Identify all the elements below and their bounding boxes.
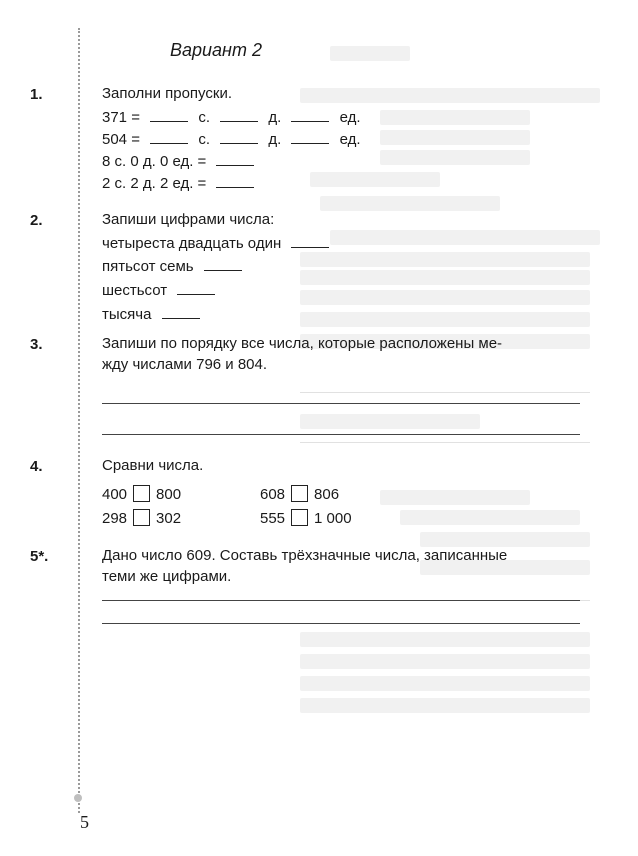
task-2-item [102, 233, 335, 254]
answer-blank[interactable] [150, 107, 188, 122]
comparison-pair [260, 509, 352, 529]
unit-label: д. [268, 109, 282, 126]
task-5-number: 5*. [30, 548, 49, 565]
number-b: 800 [156, 486, 182, 503]
task-1-row-1 [102, 107, 361, 128]
comparison-box[interactable] [133, 485, 150, 502]
task-3-line-2: жду числами 796 и 804. [102, 356, 268, 373]
row-left: 371 = [102, 109, 140, 126]
task-4-prompt: Сравни числа. [102, 457, 204, 474]
unit-label: ед. [339, 131, 361, 148]
task-2-item [102, 280, 221, 301]
task-1-prompt: Заполни пропуски. [102, 85, 232, 102]
answer-blank[interactable] [220, 107, 258, 122]
task-1-number: 1. [30, 86, 43, 103]
answer-blank[interactable] [216, 151, 254, 166]
answer-line[interactable] [102, 600, 580, 601]
binding-dot [74, 794, 82, 802]
task-3-number: 3. [30, 336, 43, 353]
number-words: тысяча [102, 306, 152, 323]
answer-blank[interactable] [291, 129, 329, 144]
task-2-item [102, 304, 206, 325]
unit-label: с. [198, 131, 210, 148]
binding-dotted-line [78, 28, 82, 813]
comparison-box[interactable] [291, 485, 308, 502]
row-expression: 8 с. 0 д. 0 ед. = [102, 153, 207, 170]
comparison-pair [102, 485, 181, 505]
answer-line[interactable] [102, 403, 580, 404]
number-a: 555 [260, 510, 286, 527]
task-3-line-1: Запиши по порядку все числа, которые расположены ме- [102, 335, 503, 352]
task-1-row-2 [102, 129, 361, 150]
task-5-line-2: теми же цифрами. [102, 568, 232, 585]
number-a: 400 [102, 486, 128, 503]
answer-line[interactable] [102, 623, 580, 624]
task-2-prompt: Запиши цифрами числа: [102, 211, 275, 228]
row-expression: 2 с. 2 д. 2 ед. = [102, 175, 207, 192]
number-b: 302 [156, 510, 182, 527]
comparison-box[interactable] [133, 509, 150, 526]
task-2-item [102, 256, 248, 277]
comparison-pair [102, 509, 181, 529]
answer-blank[interactable] [216, 173, 254, 188]
unit-label: д. [268, 131, 282, 148]
row-left: 504 = [102, 131, 140, 148]
number-a: 298 [102, 510, 128, 527]
task-4-number: 4. [30, 458, 43, 475]
answer-line[interactable] [102, 434, 580, 435]
variant-title: Вариант 2 [170, 40, 262, 60]
unit-label: ед. [339, 109, 361, 126]
answer-blank[interactable] [291, 107, 329, 122]
task-1-row-4 [102, 173, 260, 194]
answer-blank[interactable] [162, 304, 200, 319]
task-1-row-3 [102, 151, 260, 172]
number-words: четыреста двадцать один [102, 235, 282, 252]
answer-blank[interactable] [150, 129, 188, 144]
task-5-line-1: Дано число 609. Составь трёхзначные числа, записанные [102, 547, 508, 564]
number-a: 608 [260, 486, 286, 503]
answer-blank[interactable] [177, 280, 215, 295]
task-2-number: 2. [30, 212, 43, 229]
number-b: 806 [314, 486, 340, 503]
number-b: 1 000 [314, 510, 352, 527]
number-words: шестьсот [102, 282, 168, 299]
unit-label: с. [198, 109, 210, 126]
answer-blank[interactable] [291, 233, 329, 248]
page-number: 5 [80, 812, 89, 832]
answer-blank[interactable] [220, 129, 258, 144]
comparison-box[interactable] [291, 509, 308, 526]
comparison-pair [260, 485, 339, 505]
number-words: пятьсот семь [102, 258, 194, 275]
answer-blank[interactable] [204, 256, 242, 271]
